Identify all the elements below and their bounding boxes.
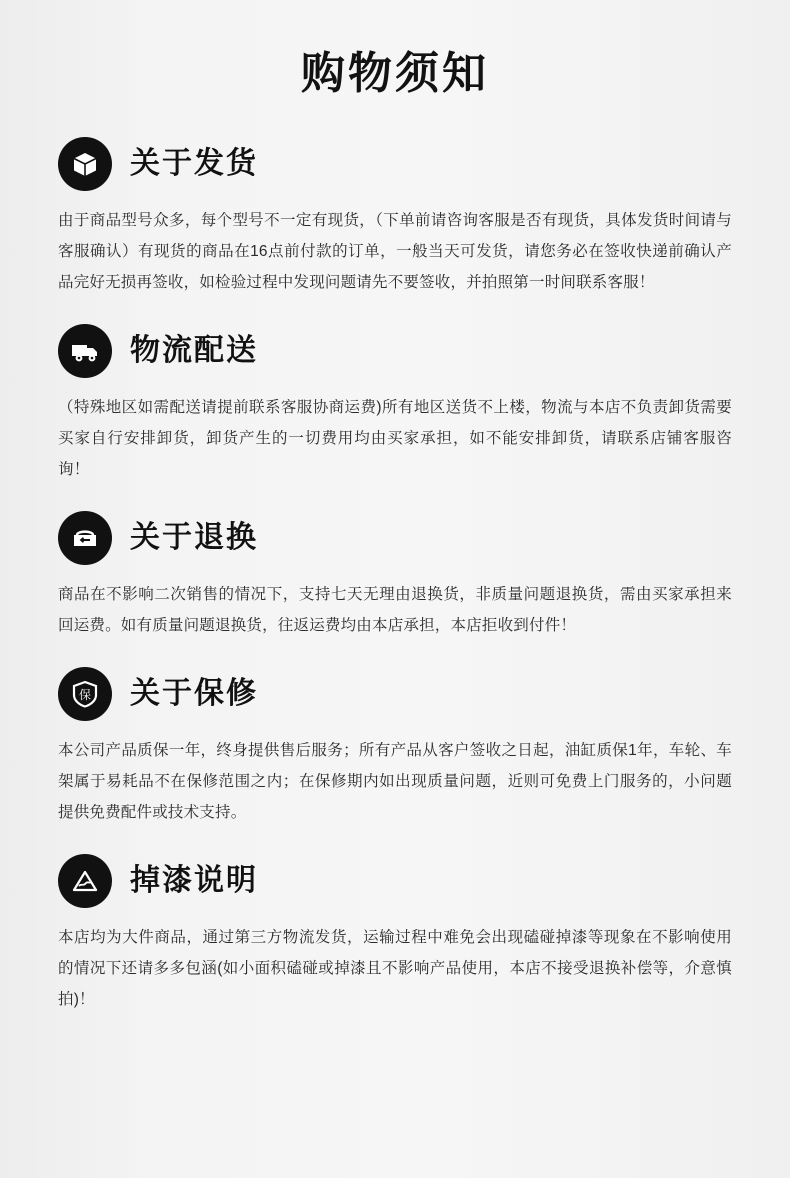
section-header [58,511,732,565]
section-header [58,324,732,378]
section-logistics [58,324,732,485]
section-return [58,511,732,641]
page-title: 购物须知 [301,49,489,98]
section-title: 掉漆说明 [130,863,258,897]
section-body: 商品在不影响二次销售的情况下，支持七天无理由退换货，非质量问题退换货，需由买家承担来回运费。如有质量问题退换货，往返运费均由本店承担，本店拒收到付件！ [58,585,732,634]
section-title: 关于保修 [130,676,258,710]
box-icon [58,137,112,191]
section-title: 物流配送 [130,333,258,367]
section-shipping [58,137,732,298]
section-body: （特殊地区如需配送请提前联系客服协商运费)所有地区送货不上楼，物流与本店不负责卸货需要买家自行安排卸货，卸货产生的一切费用均由买家承担，如不能安排卸货，请联系店铺客服咨询！ [58,398,732,478]
svg-text:保: 保 [78,687,92,702]
section-header [58,667,732,721]
section-body: 本店均为大件商品，通过第三方物流发货，运输过程中难免会出现磕碰掉漆等现象在不影响使用的情况下还请多多包涵(如小面积磕碰或掉漆且不影响产品使用，本店不接受退换补偿等，介意慎拍)！ [58,928,732,1008]
section-header [58,854,732,908]
section-title: 关于退换 [130,520,258,554]
section-title: 关于发货 [130,146,258,180]
section-warranty [58,667,732,828]
truck-icon [58,324,112,378]
section-header [58,137,732,191]
paint-warning-icon [58,854,112,908]
warranty-shield-icon [58,667,112,721]
section-body: 由于商品型号众多，每个型号不一定有现货，（下单前请咨询客服是否有现货，具体发货时间请与客服确认）有现货的商品在16点前付款的订单，一般当天可发货，请您务必在签收快递前确认产品完好无损再签收，如检验过程中发现问题请先不要签收，并拍照第一时间联系客服！ [58,211,732,291]
section-paint [58,854,732,1015]
return-box-icon [58,511,112,565]
section-body: 本公司产品质保一年，终身提供售后服务；所有产品从客户签收之日起，油缸质保1年，车轮、车架属于易耗品不在保修范围之内；在保修期内如出现质量问题，近则可免费上门服务的，小问题提供免费配件或技术支持。 [58,741,732,821]
